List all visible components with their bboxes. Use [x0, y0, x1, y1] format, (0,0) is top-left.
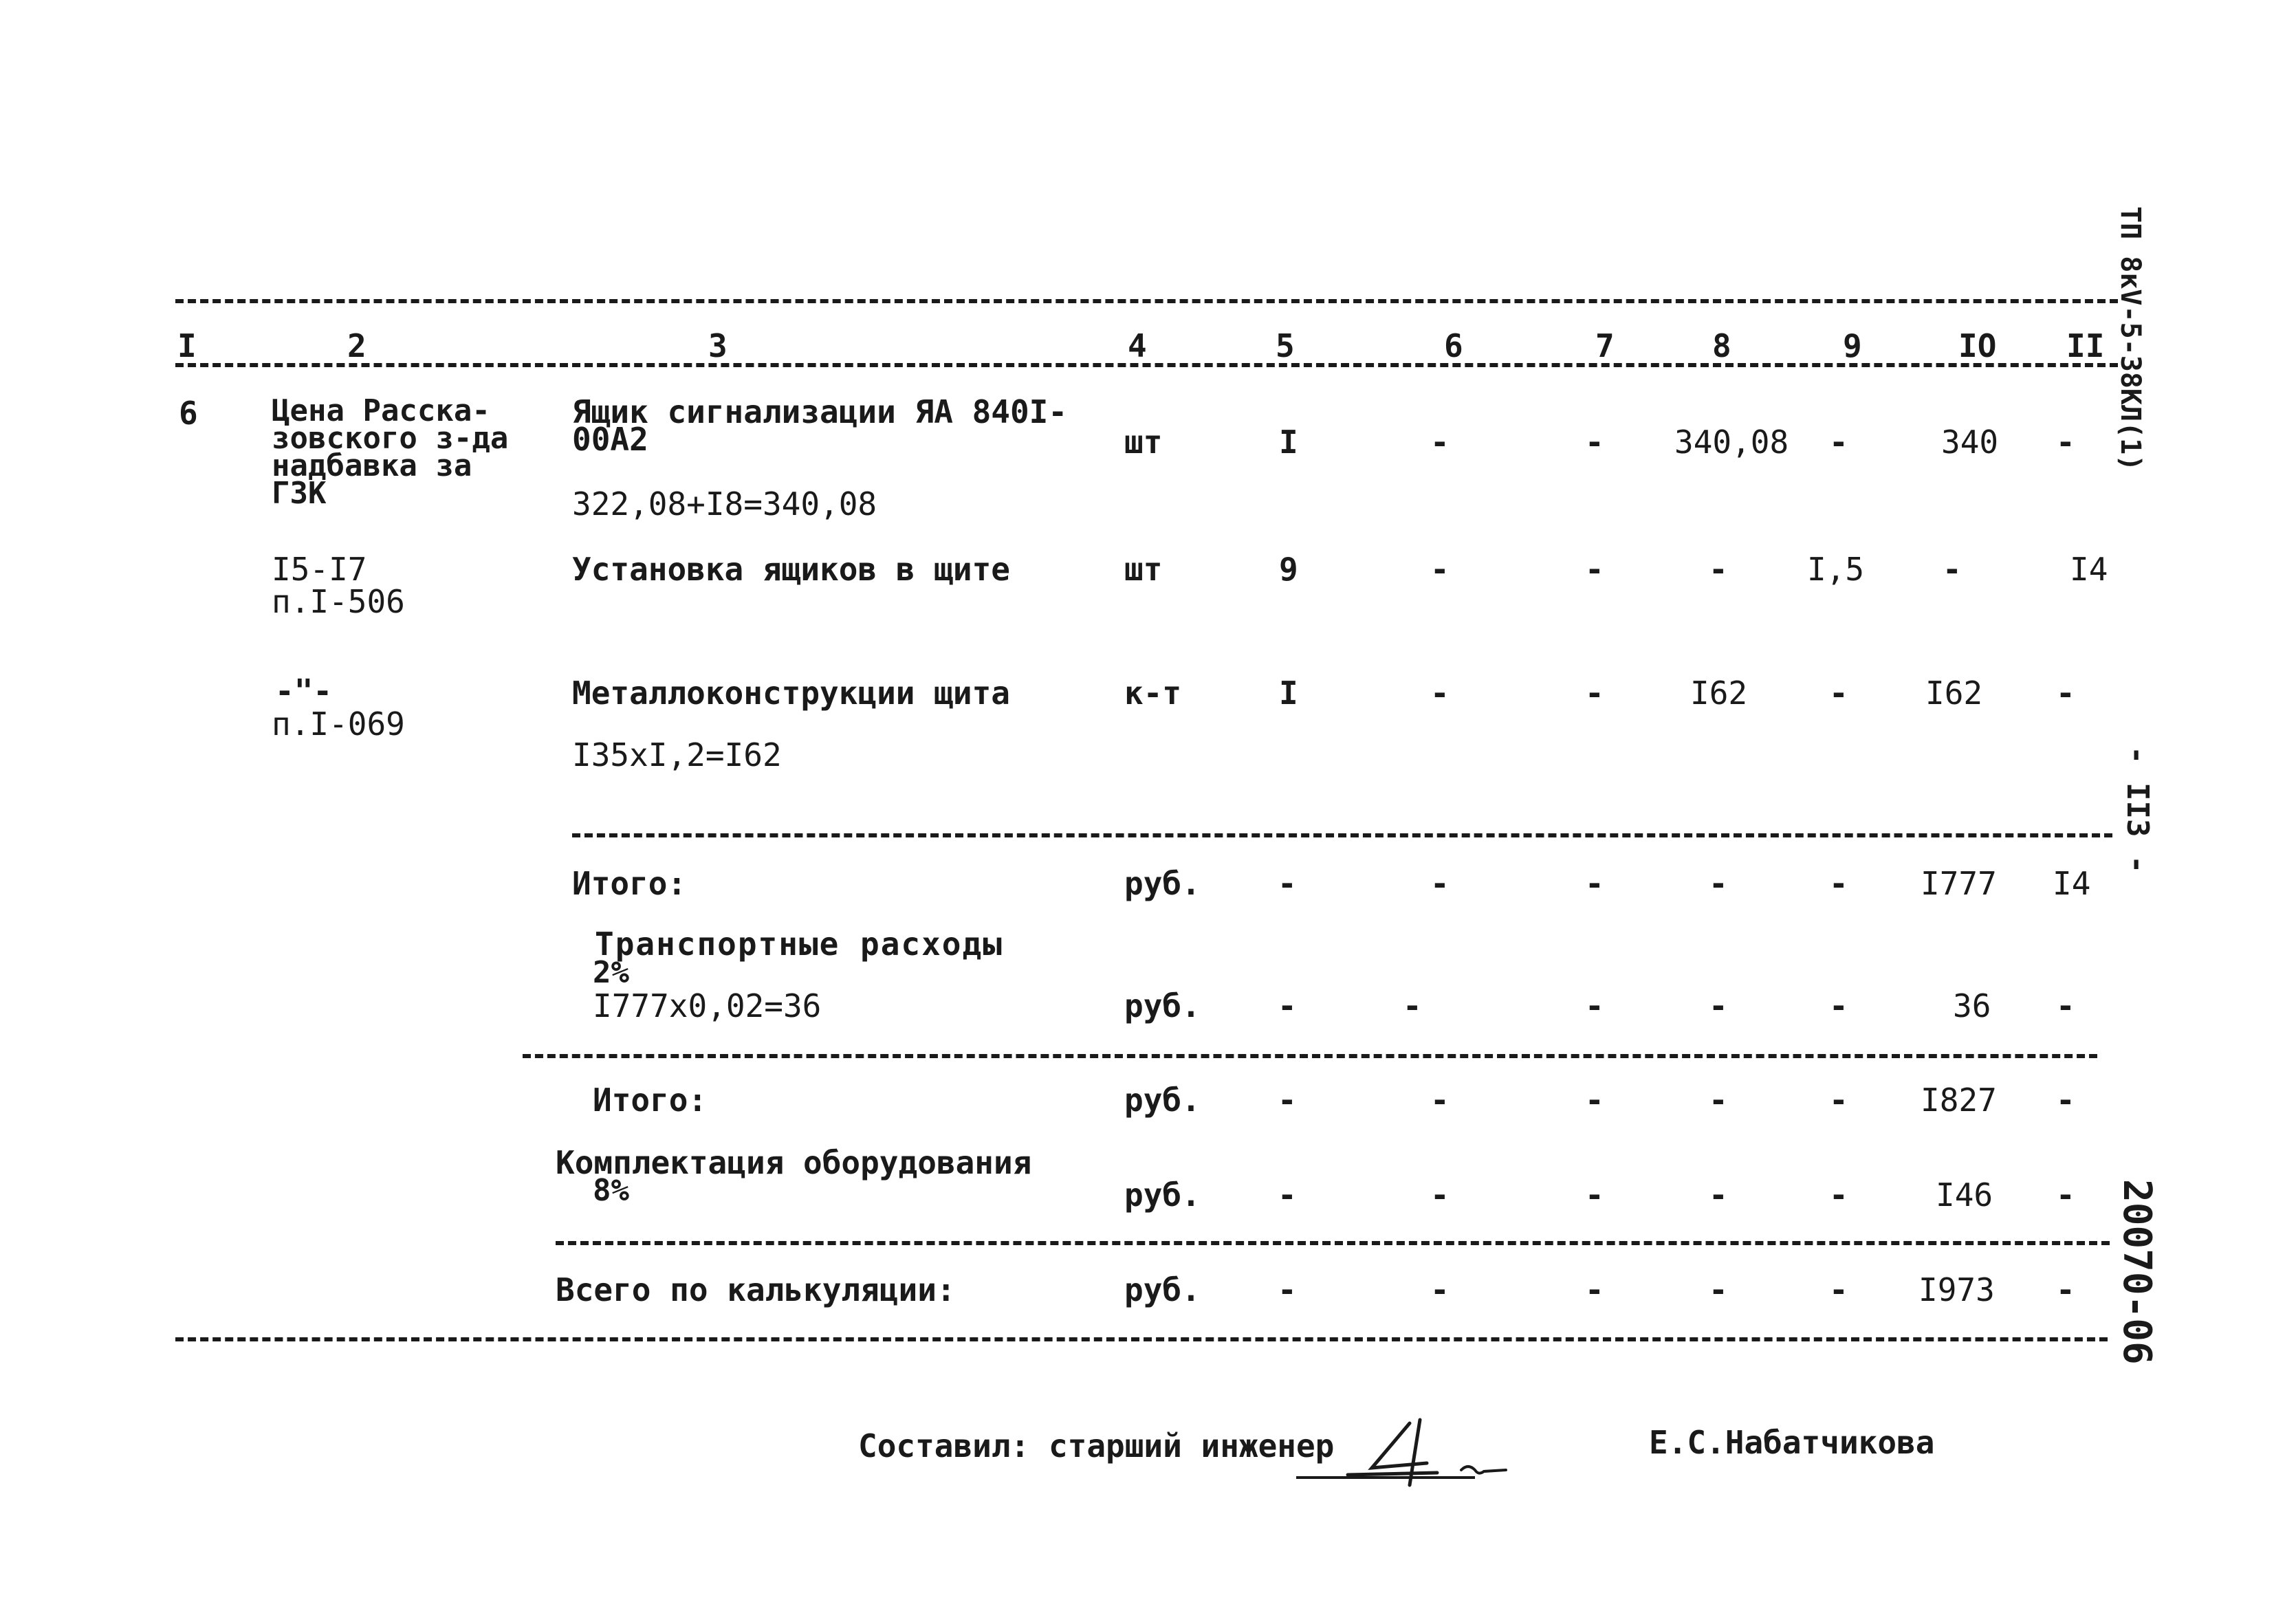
summary-label: Комплектация оборудования — [556, 1144, 1032, 1181]
cell-9: - — [1829, 674, 1848, 712]
cell-6: - — [1430, 424, 1450, 461]
margin-doc-code: 20070-06 — [2114, 1179, 2159, 1365]
item-name: Ящик сигнализации ЯА 840I- — [572, 393, 1068, 430]
cell-5: - — [1278, 865, 1297, 902]
cell-10: I62 — [1925, 674, 1983, 712]
cell-6: - — [1430, 1271, 1450, 1308]
cell-11: I4 — [2070, 551, 2108, 588]
cell-10: 340 — [1941, 424, 1999, 461]
col-header-9: 9 — [1843, 327, 1862, 364]
subtotal-rule — [572, 833, 2112, 837]
summary-label: Транспортные расходы — [595, 925, 1003, 963]
cell-unit: руб. — [1124, 1271, 1201, 1308]
cell-unit: руб. — [1124, 1176, 1201, 1214]
cell-unit: шт — [1124, 424, 1163, 461]
cell-10: 36 — [1953, 987, 1991, 1024]
cell-7: - — [1585, 865, 1604, 902]
handwritten-signature — [1307, 1409, 1513, 1492]
row-number: 6 — [179, 395, 198, 432]
cell-8: - — [1709, 551, 1728, 588]
cell-unit: руб. — [1124, 987, 1201, 1024]
cell-5: - — [1278, 987, 1297, 1024]
cell-6: - — [1430, 551, 1450, 588]
summary-percent: 8% — [593, 1173, 629, 1208]
cell-6: - — [1430, 1176, 1450, 1214]
col-header-5: 5 — [1276, 327, 1295, 364]
cell-8: - — [1709, 1176, 1728, 1214]
item-name: 00А2 — [572, 421, 648, 458]
cell-7: - — [1585, 674, 1604, 712]
cell-qty: 9 — [1279, 551, 1298, 588]
basis-line: зовского з-да — [272, 421, 509, 456]
cell-9: - — [1829, 1271, 1848, 1308]
cell-8: - — [1709, 1271, 1728, 1308]
summary-label: Итого: — [572, 865, 687, 902]
col-header-2: 2 — [347, 327, 367, 364]
cell-6: - — [1430, 674, 1450, 712]
cell-9: - — [1829, 424, 1848, 461]
cell-11: I4 — [2053, 865, 2091, 902]
cell-6: - — [1403, 987, 1422, 1024]
col-header-4: 4 — [1128, 327, 1147, 364]
margin-doc-id: ТП 8кV-5-38КЛ(1) — [2114, 206, 2146, 472]
subtotal-rule — [556, 1241, 2110, 1245]
cell-7: - — [1585, 1176, 1604, 1214]
summary-label: Всего по калькуляции: — [556, 1271, 956, 1308]
cell-10: I827 — [1921, 1082, 1997, 1119]
compiler-name: Е.С.Набатчикова — [1649, 1424, 1935, 1461]
cell-10: I46 — [1936, 1176, 1993, 1214]
item-calc: 322,08+I8=340,08 — [572, 485, 877, 523]
cell-5: - — [1278, 1271, 1297, 1308]
basis-line: надбавка за — [272, 448, 472, 483]
item-name: Металлоконструкции щита — [572, 674, 1010, 712]
subtotal-rule — [523, 1054, 2097, 1058]
basis-line: п.I-069 — [272, 705, 405, 743]
col-header-3: 3 — [708, 327, 728, 364]
col-header-8: 8 — [1712, 327, 1731, 364]
col-header-1: I — [177, 327, 197, 364]
col-header-10: IO — [1958, 327, 1997, 364]
table-top-rule — [175, 299, 2118, 303]
cell-11: - — [2056, 987, 2075, 1024]
cell-10: I777 — [1921, 865, 1997, 902]
cell-5: - — [1278, 1082, 1297, 1119]
cell-9: - — [1829, 987, 1848, 1024]
summary-percent: 2% — [593, 955, 629, 990]
cell-11: - — [2056, 1176, 2075, 1214]
cell-7: - — [1585, 987, 1604, 1024]
col-header-7: 7 — [1595, 327, 1615, 364]
cell-9: - — [1829, 1082, 1848, 1119]
item-name: Установка ящиков в щите — [572, 551, 1010, 588]
cell-6: - — [1430, 1082, 1450, 1119]
cell-8: I62 — [1690, 674, 1748, 712]
cell-unit: шт — [1124, 551, 1163, 588]
cell-8: 340,08 — [1674, 424, 1789, 461]
summary-calc: I777x0,02=36 — [593, 987, 822, 1024]
basis-line: I5-I7 — [272, 551, 367, 588]
cell-11: - — [2056, 1271, 2075, 1308]
cell-9: - — [1829, 865, 1848, 902]
cell-11: - — [2056, 1082, 2075, 1119]
cell-7: - — [1585, 1082, 1604, 1119]
cell-unit: руб. — [1124, 865, 1201, 902]
item-calc: I35xI,2=I62 — [572, 736, 782, 773]
cell-unit: к-т — [1124, 674, 1182, 712]
summary-label: Итого: — [593, 1082, 708, 1119]
cell-11: - — [2056, 674, 2075, 712]
cell-10: I973 — [1918, 1271, 1995, 1308]
cell-10: - — [1943, 551, 1962, 588]
compiled-by-label: Составил: старший инженер — [858, 1427, 1335, 1464]
col-header-11: II — [2066, 327, 2105, 364]
cell-9: - — [1829, 1176, 1848, 1214]
cell-qty: I — [1279, 674, 1298, 712]
table-bottom-rule — [175, 1337, 2108, 1341]
cell-8: - — [1709, 1082, 1728, 1119]
col-header-6: 6 — [1444, 327, 1463, 364]
cell-8: - — [1709, 865, 1728, 902]
cell-7: - — [1585, 1271, 1604, 1308]
cell-8: - — [1709, 987, 1728, 1024]
cell-unit: руб. — [1124, 1082, 1201, 1119]
header-underline — [175, 363, 2118, 367]
basis-line: п.I-506 — [272, 583, 405, 620]
basis-line: -"- — [275, 672, 333, 710]
basis-line: Цена Расска- — [272, 393, 490, 428]
cell-5: - — [1278, 1176, 1297, 1214]
cell-7: - — [1585, 424, 1604, 461]
cell-9: I,5 — [1807, 551, 1865, 588]
basis-line: ГЗК — [272, 476, 327, 511]
cell-6: - — [1430, 865, 1450, 902]
cell-11: - — [2056, 424, 2075, 461]
cell-7: - — [1585, 551, 1604, 588]
cell-qty: I — [1279, 424, 1298, 461]
margin-page-number: - II3 - — [2120, 746, 2155, 874]
